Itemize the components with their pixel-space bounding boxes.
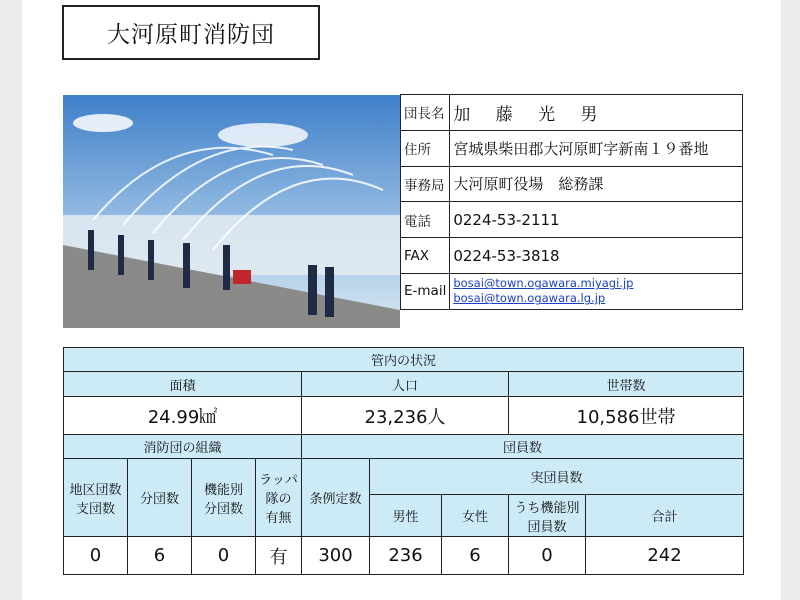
office-row [401,166,743,202]
quota-header: 条例定数 [302,459,370,537]
members-label: 団員数 [302,435,744,459]
office-value: 大河原町役場 総務課 [450,166,743,202]
male-header: 男性 [370,495,442,537]
total-header: 合計 [586,495,744,537]
address-label: 住所 [401,130,450,166]
female-header: 女性 [442,495,509,537]
document-page [22,0,781,600]
functional-branch-header: 機能別 分団数 [192,459,256,537]
fax-row [401,238,743,274]
actual-members-header: 実団員数 [370,459,744,495]
functional-members-header: うち機能別 団員数 [509,495,586,537]
email-label: E-mail [401,273,450,309]
page-title: 大河原町消防団 [62,5,320,60]
jurisdiction-stats-table [63,347,744,575]
address-row [401,130,743,166]
address-value: 宮城県柴田郡大河原町字新南１９番地 [450,130,743,166]
female-value: 6 [442,537,509,575]
population-value: 23,236人 [302,397,509,435]
office-label: 事務局 [401,166,450,202]
functional-members-value: 0 [509,537,586,575]
quota-value: 300 [302,537,370,575]
email-link-2[interactable]: bosai@town.ogawara.lg.jp [453,291,606,306]
functional-value: 0 [192,537,256,575]
chief-label: 団長名 [401,95,450,131]
firefighters-water-spray-photo [63,95,400,328]
male-value: 236 [370,537,442,575]
phone-value: 0224-53-2111 [450,202,743,238]
district-count-header: 地区団数 支団数 [64,459,128,537]
branch-value: 6 [128,537,192,575]
email-row [401,273,743,309]
phone-label: 電話 [401,202,450,238]
org-label: 消防団の組織 [64,435,302,459]
population-label: 人口 [302,372,509,397]
trumpet-corps-header: ラッパ 隊の 有無 [256,459,302,537]
contact-info-table [400,94,743,310]
fax-value: 0224-53-3818 [450,238,743,274]
chief-row [401,95,743,131]
area-label: 面積 [64,372,302,397]
trumpet-value: 有 [256,537,302,575]
district-value: 0 [64,537,128,575]
phone-row [401,202,743,238]
chief-value: 加 藤 光 男 [450,95,743,131]
email-values [450,273,743,309]
households-label: 世帯数 [509,372,744,397]
area-value: 24.99㎢ [64,397,302,435]
total-value: 242 [586,537,744,575]
email-link-1[interactable]: bosai@town.ogawara.miyagi.jp [453,276,634,291]
branch-count-header: 分団数 [128,459,192,537]
households-value: 10,586世帯 [509,397,744,435]
fax-label: FAX [401,238,450,274]
section-title: 管内の状況 [64,348,744,372]
